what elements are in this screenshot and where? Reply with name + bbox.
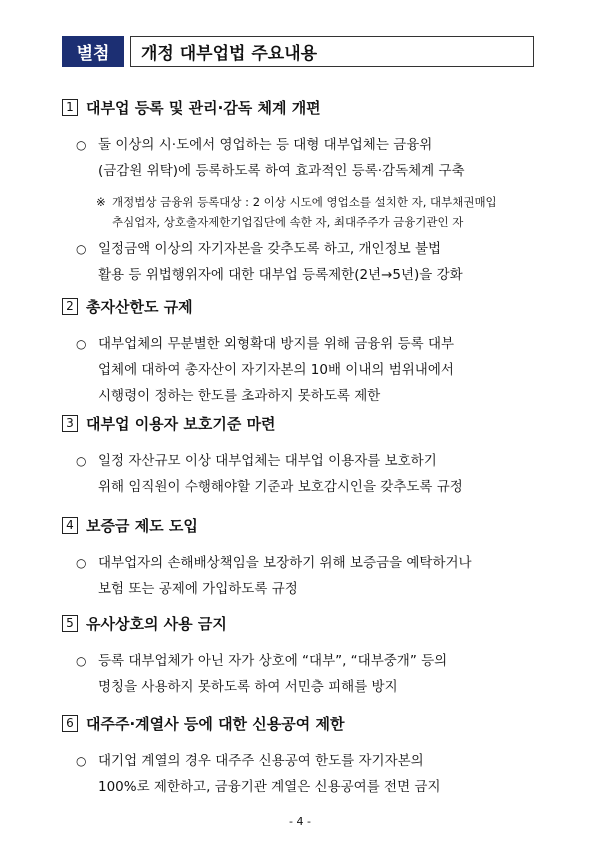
bullet-mark-icon: ○ [76, 138, 87, 152]
bullet-mark-icon: ○ [76, 754, 87, 768]
section-heading [62, 412, 540, 434]
text-line: (금감원 위탁)에 등록하도록 하여 효과적인 등록·감독체계 구축 [98, 163, 465, 179]
section-heading [62, 96, 540, 118]
text-line: 추심업자, 상호출자제한기업집단에 속한 자, 최대주주가 금융기관인 자 [112, 215, 464, 229]
text-line: 명칭을 사용하지 못하도록 하여 서민층 피해를 방지 [98, 679, 398, 695]
text-line: 위해 임직원이 수행해야할 기준과 보호감시인을 갖추도록 규정 [98, 479, 463, 495]
section-3 [62, 412, 540, 500]
bullet-item [62, 236, 540, 288]
bullet-mark-icon: ○ [76, 337, 87, 351]
section-number: 5 [62, 615, 78, 632]
section-heading [62, 295, 540, 317]
section-title: 보증금 제도 도입 [86, 516, 198, 535]
text-line: 등록 대부업체가 아닌 자가 상호에 “대부”, “대부중개” 등의 [98, 653, 448, 669]
section-title: 대주주·계열사 등에 대한 신용공여 제한 [86, 714, 345, 733]
text-line: 둘 이상의 시·도에서 영업하는 등 대형 대부업체는 금융위 [98, 137, 433, 153]
page-title: 개정 대부업법 주요내용 [130, 36, 534, 67]
section-heading [62, 514, 540, 536]
section-heading [62, 612, 540, 634]
section-number: 6 [62, 715, 78, 732]
text-line: 100%로 제한하고, 금융기관 계열은 신용공여를 전면 금지 [98, 779, 441, 795]
note-item [62, 192, 540, 232]
section-number: 3 [62, 415, 78, 432]
text-line: 보험 또는 공제에 가입하도록 규정 [98, 581, 298, 597]
bullet-item [62, 331, 540, 409]
page-number: - 4 - [289, 815, 311, 828]
text-line: 활용 등 위법행위자에 대한 대부업 등록제한(2년→5년)을 강화 [98, 267, 463, 283]
bullet-item [62, 648, 540, 700]
bullet-mark-icon: ○ [76, 556, 87, 570]
attachment-header [62, 36, 534, 67]
section-6 [62, 712, 540, 800]
section-4 [62, 514, 540, 602]
text-line: 시행령이 정하는 한도를 초과하지 못하도록 제한 [98, 388, 381, 404]
bullet-mark-icon: ○ [76, 242, 87, 256]
section-number: 2 [62, 298, 78, 315]
text-line: 일정금액 이상의 자기자본을 갖추도록 하고, 개인정보 불법 [98, 241, 442, 257]
note-mark-icon: ※ [96, 195, 106, 209]
bullet-item [62, 550, 540, 602]
section-title: 총자산한도 규제 [86, 297, 193, 316]
section-number: 4 [62, 517, 78, 534]
section-2 [62, 295, 540, 409]
section-heading [62, 712, 540, 734]
bullet-mark-icon: ○ [76, 654, 87, 668]
section-title: 대부업 이용자 보호기준 마련 [86, 414, 276, 433]
bullet-item [62, 448, 540, 500]
text-line: 일정 자산규모 이상 대부업체는 대부업 이용자를 보호하기 [98, 453, 437, 469]
text-line: 개정법상 금융위 등록대상 : 2 이상 시도에 영업소를 설치한 자, 대부채권매입 [112, 195, 497, 209]
section-title: 대부업 등록 및 관리·감독 체계 개편 [86, 98, 321, 117]
section-number: 1 [62, 99, 78, 116]
attachment-tag: 별첨 [62, 36, 124, 67]
section-1 [62, 96, 540, 288]
text-line: 대기업 계열의 경우 대주주 신용공여 한도를 자기자본의 [98, 753, 424, 769]
bullet-item [62, 748, 540, 800]
text-line: 대부업체의 무분별한 외형확대 방지를 위해 금융위 등록 대부 [98, 336, 455, 352]
text-line: 업체에 대하여 총자산이 자기자본의 10배 이내의 범위내에서 [98, 362, 454, 378]
bullet-mark-icon: ○ [76, 454, 87, 468]
text-line: 대부업자의 손해배상책임을 보장하기 위해 보증금을 예탁하거나 [98, 555, 472, 571]
section-title: 유사상호의 사용 금지 [86, 614, 227, 633]
bullet-item [62, 132, 540, 184]
section-5 [62, 612, 540, 700]
